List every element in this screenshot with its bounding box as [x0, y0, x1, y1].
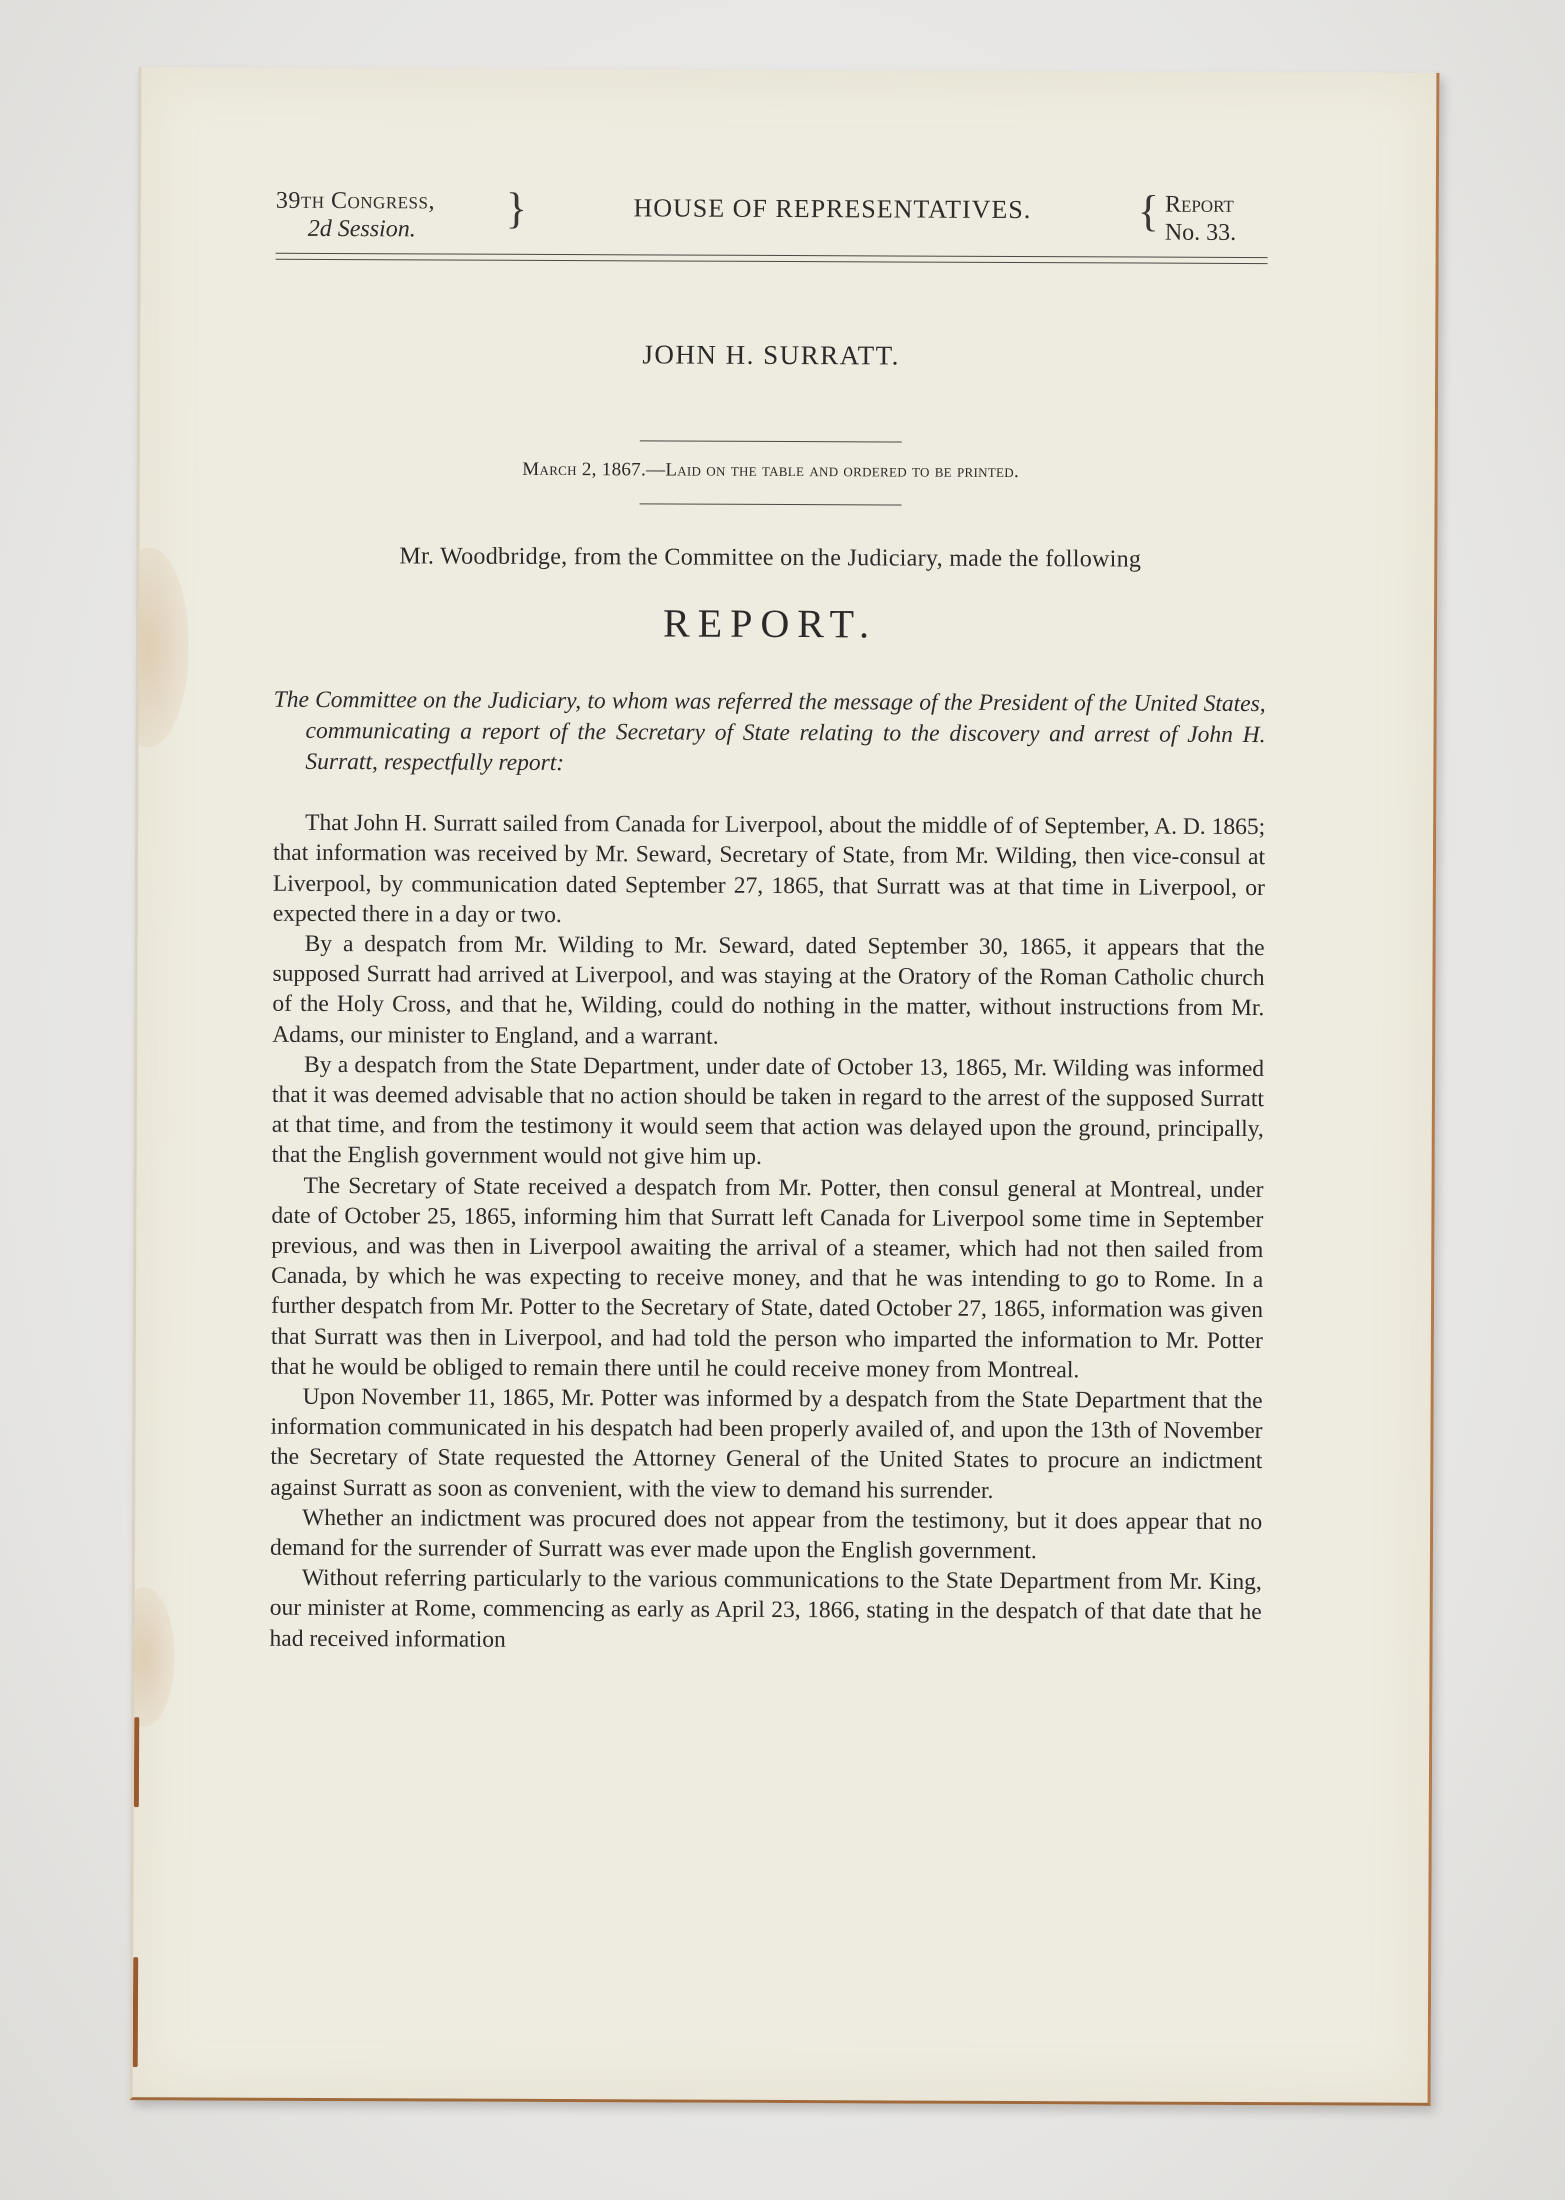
session-label: 2d Session. [307, 215, 416, 242]
report-number-block [1137, 186, 1268, 248]
preamble: The Committee on the Judiciary, to whom was referred the message of the President of the United States, communicating a report of the Secretary of State relating to the discovery and arrest of John H. Surratt, respectfully report: [273, 686, 1266, 777]
report-heading: REPORT. [662, 600, 878, 647]
document-page [130, 67, 1440, 2106]
header-rule [276, 253, 1268, 264]
house-title: HOUSE OF REPRESENTATIVES. [633, 193, 1032, 225]
paragraph: Without referring particularly to the various communications to the State Department from Mr. King, our minister at Rome, commencing as early as April 23, 1866, stating in the despatch of that date that he had received information [269, 1565, 1262, 1653]
paper-stain [130, 547, 190, 747]
divider-rule [640, 441, 902, 443]
presented-by: Mr. Woodbridge, from the Committee on the Judiciary, made the following [399, 543, 1142, 573]
report-number: No. 33. [1164, 219, 1237, 246]
paragraph: By a despatch from Mr. Wilding to Mr. Seward, dated September 30, 1865, it appears that the supposed Surratt had arrived at Liverpool, and was staying at the Oratory of the Roman Catholic church of the Holy Cross, and that he, Wilding, could do nothing in the matter, without instructions from Mr. Adams, our minister to England, and a warrant. [272, 930, 1265, 1050]
divider-rule [640, 504, 902, 506]
congress-session [276, 188, 506, 244]
paragraph: That John H. Surratt sailed from Canada for Liverpool, about the middle of of September, A. D. 1865; that information was received by Mr. Seward, Secretary of State, from Mr. Wilding, then vice-consul at Liverpool, by communication dated September 27, 1865, that Surratt was at that time in Liverpool, or expected there in a day or two. [272, 810, 1266, 928]
paragraph: Whether an indictment was procured does not appear from the testimony, but it does appear that no demand for the surrender of Surratt was ever made upon the English government. [269, 1504, 1263, 1565]
binding-mark [134, 1717, 139, 1807]
paragraph: The Secretary of State received a despatch from Mr. Potter, then consul general at Montreal, under date of October 25, 1865, informing him that Surratt left Canada for Liverpool some time in September previous, and was then in Liverpool awaiting the arrival of a steamer, which had not then sailed from Canada, by which he was expecting to receive money, and that he was intending to go to Rome. In a further despatch from Mr. Potter to the Secretary of State, dated October 27, 1865, information was given that Surratt was then in Liverpool, and had told the person who imparted the information to Mr. Potter that he would be obliged to remain there until he could receive money from Montreal. [270, 1172, 1264, 1384]
report-body [270, 808, 1266, 1658]
dateline: March 2, 1867.—Laid on the table and ordered to be printed. [522, 459, 1020, 483]
congress-label: 39th Congress, [275, 187, 436, 215]
brace-right: { [1137, 186, 1160, 236]
document-title: JOHN H. SURRATT. [642, 339, 901, 371]
brace-left: } [505, 183, 528, 233]
binding-mark [133, 1957, 138, 2067]
page-content [269, 183, 1268, 1658]
paragraph: Upon November 11, 1865, Mr. Potter was informed by a despatch from the State Department that the information communicated in his despatch had been properly availed of, and upon the 13th of November the Secretary of State requested the Attorney General of the United States to procure an indictment against Surratt as soon as convenient, with the view to demand his surrender. [270, 1383, 1263, 1504]
paper-stain [130, 1587, 175, 1727]
paragraph: By a despatch from the State Department, under date of October 13, 1865, Mr. Wilding was informed that it was deemed advisable that no action should be taken in regard to the arrest of the supposed Surratt at that time, and from the testimony it would seem that action was delayed upon the ground, principally, that the English government would not give him up. [271, 1051, 1265, 1171]
report-label: Report [1164, 191, 1234, 218]
document-header [275, 183, 1268, 248]
